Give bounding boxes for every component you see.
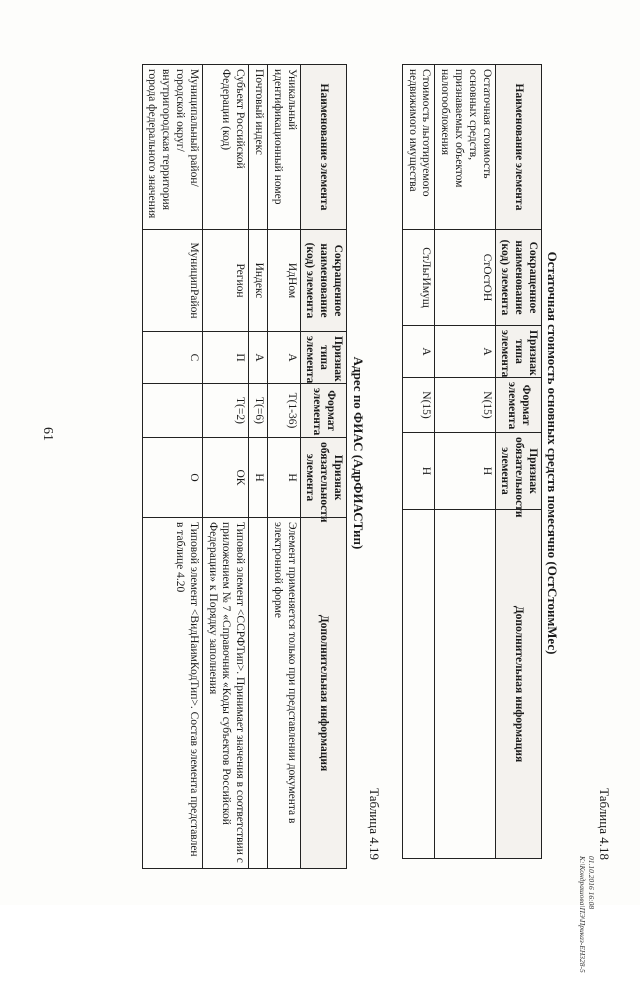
- cell-format: N(15): [435, 378, 495, 433]
- table-row: [249, 65, 268, 869]
- cell-type: П: [202, 332, 248, 384]
- table-418-title: Остаточная стоимость основных средств помесячно (ОстСтоимМес): [545, 251, 560, 655]
- cell-required: О: [142, 438, 202, 518]
- cell-name: Почтовый индекс: [249, 65, 268, 230]
- cell-format: [142, 384, 202, 438]
- table-418-header-row: [495, 65, 541, 859]
- cell-required: Н: [249, 438, 268, 518]
- cell-type: А: [268, 332, 301, 384]
- cell-type: С: [142, 332, 202, 384]
- cell-name: Стоимость льготируемого недвижимого имущества: [402, 65, 435, 230]
- cell-format: Т(=6): [249, 384, 268, 438]
- table-418-caption: Таблица 4.18: [597, 788, 612, 860]
- cell-code: МуниципРайон: [142, 230, 202, 332]
- cell-required: Н: [435, 433, 495, 510]
- table-row: [402, 65, 435, 859]
- footer-timestamp: 01.10.2016 16:08: [587, 856, 596, 910]
- cell-name: Субъект Российской Федерации (код): [202, 65, 248, 230]
- cell-required: ОК: [202, 438, 248, 518]
- table-419-title: Адрес по ФИАС (АдрФИАСТип): [351, 356, 366, 550]
- cell-info: Элемент применяется только при представлении документа в электронной форме: [268, 518, 301, 869]
- cell-name: Остаточная стоимость основных средств, признаваемых объектом налогообложения: [435, 65, 495, 230]
- cell-format: N(15): [402, 378, 435, 433]
- cell-info: [249, 518, 268, 869]
- table-419-header-row: [300, 65, 346, 869]
- col-header-code: Сокращенное наименование (код) элемента: [300, 230, 346, 332]
- col-header-format: Формат элемента: [300, 384, 346, 438]
- col-header-format: Формат элемента: [495, 378, 541, 433]
- cell-info: [402, 510, 435, 859]
- table-row: [268, 65, 301, 869]
- col-header-name: Наименование элемента: [495, 65, 541, 230]
- cell-info: Типовой элемент <ССРФТип>. Принимает значения в соответствии с приложением № 7 «Справочник «Коды субъектов Российской Федерации» к Порядку заполнения: [202, 518, 248, 869]
- col-header-type: Признак типа элемента: [495, 326, 541, 378]
- col-header-type: Признак типа элемента: [300, 332, 346, 384]
- col-header-info: Дополнительная информация: [300, 518, 346, 869]
- cell-name: Муниципальный район/ городской округ/ внутригородская территория города федерального значения: [142, 65, 202, 230]
- cell-code: Регион: [202, 230, 248, 332]
- cell-type: А: [435, 326, 495, 378]
- table-418: [402, 64, 542, 859]
- cell-type: А: [249, 332, 268, 384]
- col-header-required: Признак обязательности элемента: [300, 438, 346, 518]
- col-header-info: Дополнительная информация: [495, 510, 541, 859]
- cell-info: [435, 510, 495, 859]
- col-header-required: Признак обязательности элемента: [495, 433, 541, 510]
- cell-format: Т(1-36): [268, 384, 301, 438]
- cell-code: СтЛьгИмущ: [402, 230, 435, 326]
- cell-code: СтОстОН: [435, 230, 495, 326]
- table-419: [142, 64, 347, 869]
- col-header-name: Наименование элемента: [300, 65, 346, 230]
- footer-file-path: К:\Кондрашова\ПЭ\Приказ-ЕН328-5: [577, 856, 587, 973]
- cell-required: Н: [402, 433, 435, 510]
- table-419-caption: Таблица 4.19: [367, 788, 382, 860]
- cell-info: Типовой элемент <ВидНаимКодТип>. Состав элемента представлен в таблице 4.20: [142, 518, 202, 869]
- cell-code: Индекс: [249, 230, 268, 332]
- page-number: 61: [40, 427, 55, 441]
- cell-required: Н: [268, 438, 301, 518]
- cell-code: ИдНом: [268, 230, 301, 332]
- table-row: [142, 65, 202, 869]
- col-header-code: Сокращенное наименование (код) элемента: [495, 230, 541, 326]
- cell-type: А: [402, 326, 435, 378]
- cell-name: Уникальный идентификационный номер: [268, 65, 301, 230]
- table-row: [202, 65, 248, 869]
- cell-format: Т(=2): [202, 384, 248, 438]
- table-row: [435, 65, 495, 859]
